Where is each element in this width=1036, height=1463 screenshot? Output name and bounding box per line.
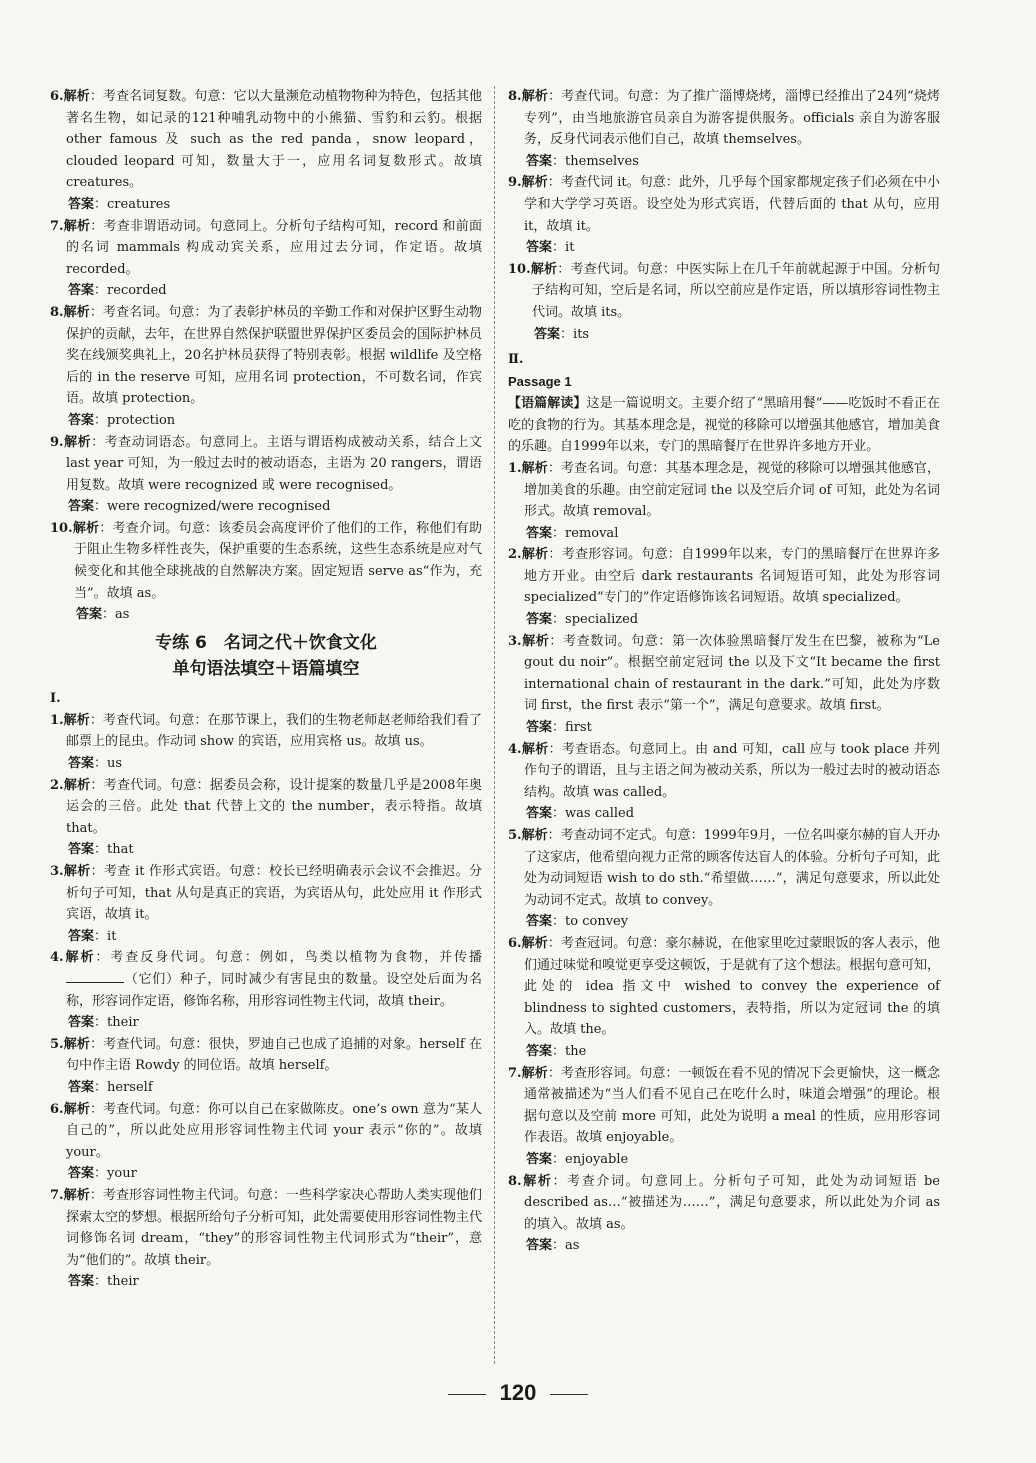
analysis-body	[508, 631, 940, 717]
answer-label: 答案	[68, 928, 95, 944]
analysis-label: 解析	[521, 175, 548, 191]
answer-value: specialized	[565, 612, 639, 628]
analysis-label: 解析	[63, 89, 90, 104]
analysis-item	[50, 775, 482, 840]
answer-label: 答案	[68, 756, 95, 772]
analysis-label: 解析	[63, 1036, 91, 1052]
item-number: 7.	[508, 1065, 522, 1081]
label-colon: ：	[552, 1151, 566, 1167]
answer-label: 答案	[68, 412, 95, 428]
left-column	[50, 86, 482, 1293]
analysis-item	[508, 739, 940, 804]
answer-value: as	[115, 607, 130, 623]
item-number: 9.	[508, 175, 522, 191]
label-colon: ：	[89, 89, 103, 104]
analysis-body	[508, 259, 940, 324]
analysis-item	[50, 432, 482, 497]
answer-line	[50, 280, 482, 302]
analysis-body	[50, 775, 482, 840]
analysis-body	[50, 861, 482, 926]
analysis-text: 考查代词。句意：在那节课上，我们的生物老师赵老师给我们看了邮票上的昆虫。作动词 show 的宾语，应用宾格 us。故填 us。	[66, 712, 482, 750]
analysis-label: 解析	[521, 1173, 553, 1189]
analysis-text: 考查代词。句意：很快，罗迪自己也成了追捕的对象。herself 在句中作主语 Rowdy 的同位语。故填 herself。	[66, 1036, 482, 1074]
analysis-item	[508, 458, 940, 523]
analysis-body	[50, 302, 482, 410]
item-number: 8.	[508, 1173, 522, 1189]
section-title-line1: 专练 6 名词之代＋饮食文化	[155, 632, 377, 653]
analysis-item	[508, 933, 940, 1041]
label-colon: ：	[552, 153, 566, 169]
analysis-label: 解析	[63, 1187, 90, 1203]
blank-line	[66, 970, 124, 983]
analysis-text: 考查非谓语动词。句意同上。分析句子结构可知，record 和前面的名词 mammals 构成动宾关系，应用过去分词，作定语。故填 recorded。	[66, 218, 482, 277]
label-colon: ：	[552, 240, 566, 256]
analysis-label: 解析	[63, 712, 90, 728]
label-colon: ：	[552, 1238, 566, 1254]
label-colon: ：	[89, 304, 103, 320]
answer-label: 答案	[76, 607, 103, 623]
answer-line	[50, 1163, 482, 1185]
answer-label: 答案	[68, 283, 95, 299]
answer-line	[508, 911, 940, 933]
page-number-dash-left	[448, 1394, 486, 1395]
answer-label: 答案	[526, 1151, 553, 1167]
answer-value: enjoyable	[565, 1151, 629, 1167]
answer-line	[50, 926, 482, 948]
analysis-body	[508, 739, 940, 804]
answer-line	[50, 1012, 482, 1034]
answer-line	[508, 717, 940, 739]
reading-text: 这是一篇说明文。主要介绍了“黑暗用餐”——吃饭时不看正在吃的食物的行为。其基本理念是，视觉的移除可以增强其他感官，增加美食的乐趣。自1999年以来，专门的黑暗餐厅在世界许多地方开业。	[508, 396, 940, 455]
analysis-body	[508, 933, 940, 1041]
label-colon: ：	[99, 520, 113, 536]
analysis-item	[508, 544, 940, 609]
reading-label: 【语篇解读】	[508, 396, 587, 412]
label-colon: ：	[91, 434, 105, 450]
analysis-text: 考查反身代词。句意：例如，鸟类以植物为食物，并传播	[110, 950, 482, 966]
section-roman-two: Ⅱ.	[508, 352, 524, 368]
answer-value: first	[565, 720, 592, 736]
answer-line	[50, 410, 482, 432]
answer-label: 答案	[68, 1079, 95, 1095]
analysis-label: 解析	[521, 460, 548, 476]
analysis-item	[50, 1099, 482, 1164]
analysis-body	[508, 825, 940, 911]
analysis-text: 考查动词不定式。句意：1999年9月，一位名叫豪尔赫的盲人开办了这家店，他希望向视力正常的顾客传达盲人的体验。分析句子可知，此处为动词短语 wish to do sth.“希望做……”，满足句意要求，所以此处为动词不定式。故填 to convey。	[524, 828, 941, 908]
label-colon: ：	[94, 842, 108, 858]
answer-line	[50, 753, 482, 775]
label-colon: ：	[557, 261, 571, 277]
analysis-body	[508, 458, 940, 523]
analysis-label: 解析	[72, 520, 100, 536]
answer-label: 答案	[68, 196, 95, 212]
label-colon: ：	[552, 1173, 568, 1189]
analysis-text: 考查代词。句意：据委员会称，设计提案的数量几乎是2008年奥运会的三倍。此处 that 代替上文的 the number，表示特指。故填 that。	[66, 777, 482, 836]
section-title	[50, 630, 482, 682]
answer-value: it	[107, 928, 117, 944]
analysis-body	[508, 1171, 940, 1236]
label-colon: ：	[547, 1065, 561, 1081]
answer-value: themselves	[565, 153, 639, 169]
item-number: 1.	[508, 460, 522, 476]
label-colon: ：	[94, 499, 108, 515]
page-number-dash-right	[550, 1394, 588, 1395]
page-number-text: 120	[499, 1380, 537, 1405]
analysis-body	[50, 216, 482, 281]
answer-label: 答案	[526, 153, 553, 169]
analysis-label: 解析	[63, 864, 91, 879]
analysis-body	[50, 947, 482, 1012]
analysis-label: 解析	[521, 828, 548, 843]
analysis-body	[50, 86, 482, 194]
label-colon: ：	[90, 218, 104, 234]
analysis-label: 解析	[521, 935, 548, 951]
answer-line	[50, 194, 482, 216]
analysis-body	[508, 86, 940, 151]
answer-value: creatures	[107, 196, 171, 212]
label-colon: ：	[94, 1166, 108, 1182]
label-colon: ：	[548, 547, 562, 563]
item-number: 7.	[50, 1187, 64, 1203]
label-colon: ：	[90, 864, 104, 879]
answer-value: recorded	[107, 283, 167, 299]
answer-value: the	[565, 1043, 587, 1059]
label-colon: ：	[552, 914, 566, 930]
analysis-item	[508, 631, 940, 717]
analysis-text: 考查数词。句意：第一次体验黑暗餐厅发生在巴黎，被称为“Le gout du noir”。根据空前定冠词 the 以及下文“It became the first international chain of restaurant in the dark.”可知，此处为序数词 first，the first 表示“第一个”，满足句意要求。故填 first。	[524, 633, 940, 714]
analysis-text: （它们）种子，同时减少有害昆虫的数量。设空处后面为名称，形容词作定语，修饰名称，用形容词性物主代词，故填 their。	[66, 971, 482, 1009]
answer-label: 答案	[534, 326, 561, 342]
answer-value: your	[107, 1166, 137, 1182]
analysis-label: 解析	[63, 434, 92, 450]
item-number: 6.	[50, 1101, 64, 1117]
answer-label: 答案	[68, 1015, 95, 1031]
answer-value: us	[107, 756, 123, 772]
left-bottom-items	[50, 710, 482, 1293]
label-colon: ：	[552, 806, 566, 822]
answer-value: herself	[107, 1079, 153, 1095]
analysis-body	[50, 1185, 482, 1271]
item-number: 5.	[508, 828, 522, 843]
answer-value: were recognized/were recognised	[107, 499, 331, 515]
answer-line	[508, 1235, 940, 1257]
analysis-body	[508, 1063, 940, 1149]
analysis-text: 考查动词语态。句意同上。主语与谓语构成被动关系，结合上文 last year 可知，为一般过去时的被动语态，主语为 20 rangers，谓语用复数。故填 were recognized 或 were recognised。	[66, 434, 482, 493]
left-top-items	[50, 86, 482, 626]
analysis-text: 考查名词。句意：其基本理念是，视觉的移除可以增强其他感官，增加美食的乐趣。由空前定冠词 the 以及空后介词 of 可知，此处为名词形式。故填 removal。	[524, 460, 940, 520]
item-number: 6.	[50, 89, 64, 104]
answer-line	[50, 496, 482, 518]
analysis-item	[50, 302, 482, 410]
label-colon: ：	[90, 1036, 104, 1052]
label-colon: ：	[94, 1079, 108, 1095]
analysis-item	[50, 947, 482, 1012]
analysis-item	[50, 216, 482, 281]
label-colon: ：	[94, 756, 108, 772]
analysis-text: 考查冠词。句意：豪尔赫说，在他家里吃过蒙眼饭的客人表示，他们通过味觉和嗅觉更享受这顿饭，于是就有了这个想法。根据句意可知，此处的 idea 指文中 wished to convey the experience of blindness to sighted customers，表特指，所以为定冠词 the 的填入。故填 the。	[524, 935, 941, 1038]
label-colon: ：	[94, 1274, 108, 1290]
analysis-label: 解析	[521, 633, 550, 649]
analysis-item	[50, 1185, 482, 1271]
answer-line	[508, 237, 940, 259]
item-number: 8.	[50, 304, 64, 320]
analysis-text: 考查介词。句意同上。分析句子可知，此处为动词短语 be described as…“被描述为……”，满足句意要求，所以此处为介词 as 的填入。故填 as。	[524, 1173, 940, 1232]
label-colon: ：	[94, 1015, 108, 1031]
answer-line	[508, 803, 940, 825]
analysis-label: 解析	[530, 261, 558, 277]
answer-label: 答案	[68, 499, 95, 515]
analysis-text: 考查代词 it。句意：此外，几乎每个国家都规定孩子们必须在中小学和大学学习英语。设空处为形式宾语，代替后面的 that 从句，应用 it，故填 it。	[524, 175, 940, 234]
label-colon: ：	[90, 777, 104, 793]
answer-value: its	[573, 326, 590, 342]
answer-label: 答案	[526, 806, 553, 822]
analysis-text: 考查名词。句意：为了表彰护林员的辛勤工作和对保护区野生动物保护的贡献，去年，在世界自然保护联盟世界保护区委员会的国际护林员奖在线颁奖典礼上，20名护林员获得了特别表彰。根据 wildlife 及空格后的 in the reserve 可知，应用名词 protection，不可数名词，作宾语。故填 protection。	[66, 304, 483, 407]
item-number: 7.	[50, 218, 64, 234]
item-number: 2.	[50, 777, 64, 793]
item-number: 3.	[508, 633, 522, 649]
item-number: 9.	[50, 434, 64, 450]
analysis-label: 解析	[63, 1101, 90, 1117]
analysis-item	[50, 861, 482, 926]
answer-label: 答案	[68, 842, 95, 858]
answer-label: 答案	[68, 1166, 95, 1182]
passage-heading: Passage 1	[508, 374, 572, 390]
label-colon: ：	[549, 633, 564, 649]
analysis-text: 考查形容词性物主代词。句意：一些科学家决心帮助人类实现他们探索太空的梦想。根据所给句子分析可知，此处需要使用形容词性物主代词修饰名词 dream，“they”的形容词性物主代词形式为“their”，意为“他们的”。故填 their。	[66, 1187, 483, 1268]
answer-value: that	[107, 842, 134, 858]
page-number	[0, 1380, 1036, 1406]
answer-line	[508, 1041, 940, 1063]
analysis-item	[508, 86, 940, 151]
answer-label: 答案	[68, 1274, 95, 1290]
analysis-text: 考查名词复数。句意：它以大量濒危动植物物种为特色，包括其他著名生物，如记录的121种哺乳动物中的小熊猫、雪豹和云豹。根据 other famous 及 such as the red panda，snow leopard，clouded leopard 可知，数量大于一，应用名词复数形式。故填 creatures。	[66, 89, 482, 191]
label-colon: ：	[94, 196, 108, 212]
answer-line	[508, 609, 940, 631]
right-bottom-items	[508, 458, 940, 1257]
label-colon: ：	[102, 607, 116, 623]
item-number: 10.	[508, 261, 531, 277]
analysis-label: 解析	[63, 218, 91, 234]
answer-value: removal	[565, 525, 619, 541]
analysis-text: 考查代词。句意：中医实际上在几千年前就起源于中国。分析句子结构可知，空后是名词，所以空前应是作定语，所以填形容词性物主代词。故填 its。	[532, 261, 940, 320]
answer-label: 答案	[526, 525, 553, 541]
answer-value: their	[107, 1274, 139, 1290]
right-top-items	[508, 86, 940, 345]
label-colon: ：	[547, 935, 561, 951]
label-colon: ：	[89, 712, 103, 728]
analysis-label: 解析	[63, 304, 90, 320]
column-divider	[494, 86, 495, 1364]
label-colon: ：	[560, 326, 574, 342]
item-number: 6.	[508, 935, 522, 951]
answer-value: was called	[565, 806, 635, 822]
answer-line	[50, 1077, 482, 1099]
answer-value: their	[107, 1015, 139, 1031]
label-colon: ：	[94, 283, 108, 299]
analysis-body	[50, 518, 482, 604]
item-number: 5.	[50, 1036, 64, 1052]
item-number: 3.	[50, 864, 64, 879]
label-colon: ：	[552, 525, 566, 541]
label-colon: ：	[552, 720, 566, 736]
analysis-item	[508, 1171, 940, 1236]
item-number: 10.	[50, 520, 73, 536]
analysis-item	[50, 1034, 482, 1077]
analysis-body	[50, 1034, 482, 1077]
analysis-label: 解析	[63, 777, 91, 793]
answer-line	[50, 839, 482, 861]
item-number: 1.	[50, 712, 64, 728]
label-colon: ：	[94, 412, 108, 428]
analysis-item	[508, 259, 940, 324]
label-colon: ：	[547, 175, 561, 191]
analysis-label: 解析	[521, 1065, 548, 1081]
answer-line	[50, 1271, 482, 1293]
answer-label: 答案	[526, 720, 553, 736]
label-colon: ：	[548, 741, 562, 757]
analysis-text: 考查 it 作形式宾语。句意：校长已经明确表示会议不会推迟。分析句子可知，that 从句是真正的宾语，为宾语从句，此处应用 it 作形式宾语，故填 it。	[66, 864, 482, 923]
analysis-text: 考查介词。句意：该委员会高度评价了他们的工作，称他们有助于阻止生物多样性丧失，保护重要的生态系统，这些生态系统是应对气候变化和其他全球挑战的自然解决方案。固定短语 serve as“作为，充当”。故填 as。	[74, 520, 482, 601]
analysis-body	[50, 432, 482, 497]
answer-value: it	[565, 240, 575, 256]
item-number: 8.	[508, 89, 522, 104]
analysis-item	[508, 172, 940, 237]
answer-label: 答案	[526, 1238, 553, 1254]
analysis-label: 解析	[521, 547, 549, 563]
reading-summary	[508, 393, 940, 458]
analysis-label: 解析	[521, 89, 549, 104]
answer-value: as	[565, 1238, 580, 1254]
answer-value: to convey	[565, 914, 629, 930]
analysis-text: 考查形容词。句意：自1999年以来，专门的黑暗餐厅在世界许多地方开业。由空后 dark restaurants 名词短语可知，此处为形容词 specialized“专门的”作定语修饰该名词短语。故填 specialized。	[524, 547, 940, 606]
analysis-body	[50, 1099, 482, 1164]
section-roman-one: Ⅰ.	[50, 690, 61, 706]
analysis-body	[508, 544, 940, 609]
label-colon: ：	[552, 1043, 566, 1059]
item-number: 4.	[508, 741, 522, 757]
label-colon: ：	[547, 460, 561, 476]
analysis-item	[50, 86, 482, 194]
analysis-item	[508, 1063, 940, 1149]
answer-label: 答案	[526, 914, 553, 930]
analysis-item	[50, 518, 482, 604]
answer-line	[508, 324, 940, 346]
answer-label: 答案	[526, 1043, 553, 1059]
analysis-item	[50, 710, 482, 753]
answer-value: protection	[107, 412, 176, 428]
answer-label: 答案	[526, 240, 553, 256]
analysis-text: 考查语态。句意同上。由 and 可知，call 应与 took place 并列作句子的谓语，且与主语之间为被动关系，所以为一般过去时的被动语态结构。故填 was called。	[524, 741, 941, 800]
analysis-text: 考查代词。句意：你可以自己在家做陈皮。one’s own 意为“某人自己的”，所以此处应用形容词性物主代词 your 表示“你的”。故填 your。	[66, 1101, 482, 1160]
label-colon: ：	[548, 89, 562, 104]
answer-line	[508, 523, 940, 545]
label-colon: ：	[89, 1101, 104, 1117]
analysis-label: 解析	[521, 741, 549, 757]
answer-line	[508, 151, 940, 173]
label-colon: ：	[89, 1187, 103, 1203]
item-number: 2.	[508, 547, 522, 563]
analysis-item	[508, 825, 940, 911]
analysis-body	[508, 172, 940, 237]
label-colon: ：	[95, 950, 111, 966]
label-colon: ：	[547, 828, 561, 843]
answer-line	[50, 604, 482, 626]
label-colon: ：	[552, 612, 566, 628]
item-number: 4.	[50, 950, 64, 966]
analysis-body	[50, 710, 482, 753]
answer-label: 答案	[526, 612, 553, 628]
section-title-line2: 单句语法填空＋语篇填空	[172, 658, 360, 679]
right-column	[508, 86, 940, 1257]
answer-line	[508, 1149, 940, 1171]
label-colon: ：	[94, 928, 108, 944]
analysis-label: 解析	[63, 950, 96, 966]
analysis-text: 考查代词。句意：为了推广淄博烧烤，淄博已经推出了24列“烧烤专列”，由当地旅游官员亲自为游客提供服务。officials 亲自为游客服务，反身代词表示他们自己，故填 themselves。	[524, 89, 940, 148]
analysis-text: 考查形容词。句意：一顿饭在看不见的情况下会更愉快，这一概念通常被描述为“当人们看不见自己在吃什么时，味道会增强”的理论。根据句意以及空前 more 可知，此处为说明 a meal 的性质，应用形容词作表语。故填 enjoyable。	[524, 1065, 940, 1146]
